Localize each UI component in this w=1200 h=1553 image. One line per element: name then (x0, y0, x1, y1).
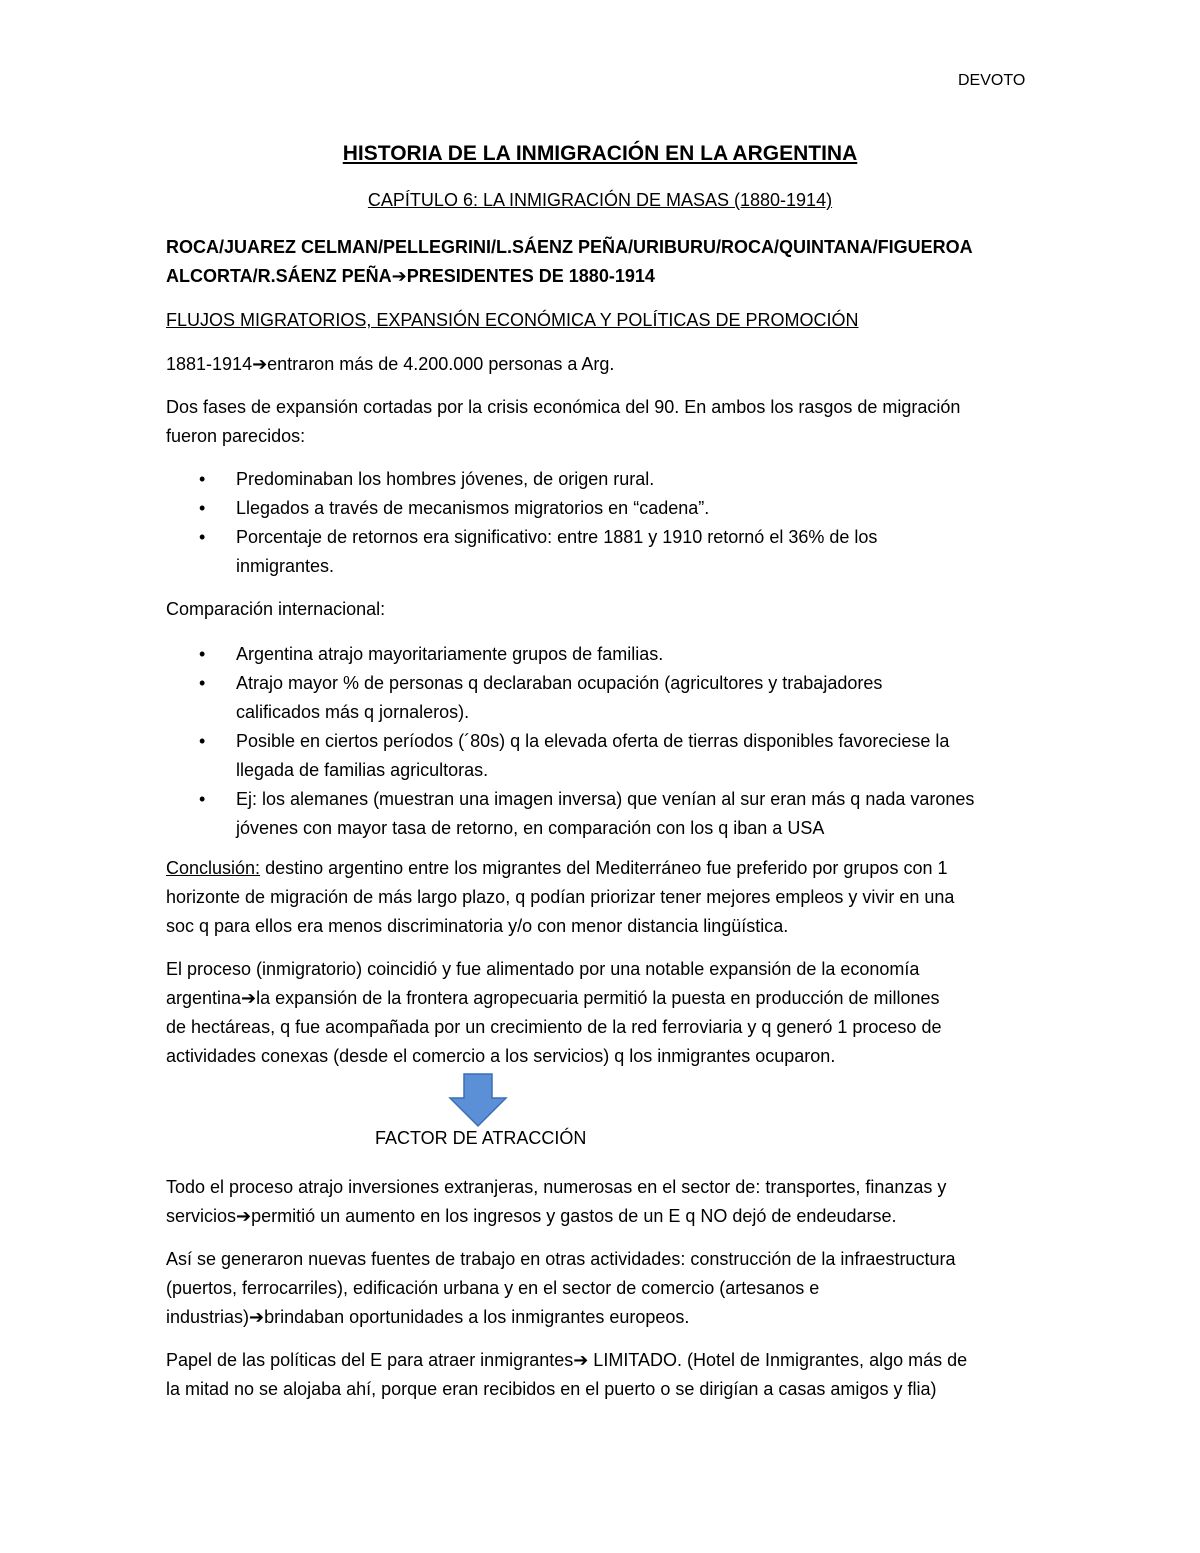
presidents-line-2: ALCORTA/R.SÁENZ PEÑA➔PRESIDENTES DE 1880-1914 (166, 266, 655, 286)
paragraph-line: Todo el proceso atrajo inversiones extranjeras, numerosas en el sector de: transportes, finanzas y (166, 1177, 947, 1197)
paragraph-line: industrias)➔brindaban oportunidades a los inmigrantes europeos. (166, 1307, 690, 1327)
down-arrow-icon (448, 1072, 508, 1128)
header-author: DEVOTO (958, 72, 1026, 89)
paragraph-line: soc q para ellos era menos discriminatoria y/o con menor distancia lingüística. (166, 916, 789, 936)
paragraph-line: Papel de las políticas del E para atraer inmigrantes➔ LIMITADO. (Hotel de Inmigrantes, algo más de (166, 1350, 968, 1370)
paragraph-line: horizonte de migración de más largo plazo, q podían priorizar tener mejores empleos y vivir en una (166, 887, 955, 907)
bullet-list-comparison (166, 640, 1046, 843)
chapter-heading: CAPÍTULO 6: LA INMIGRACIÓN DE MASAS (1880-1914) (367, 190, 833, 210)
list-item: • Posible en ciertos períodos (´80s) q la elevada oferta de tierras disponibles favoreciese la llegada de familias agricultoras. (166, 727, 1046, 785)
list-item: • Porcentaje de retornos era significativo: entre 1881 y 1910 retornó el 36% de los inmigrantes. (166, 523, 1046, 581)
paragraph-line: la mitad no se alojaba ahí, porque eran recibidos en el puerto o se dirigían a casas amigos y flia) (166, 1379, 937, 1399)
paragraph-line: fueron parecidos: (166, 426, 306, 446)
conclusion-label: Conclusión: (166, 858, 261, 878)
paragraph-line: actividades conexas (desde el comercio a los servicios) q los inmigrantes ocuparon. (166, 1046, 836, 1066)
list-item: • Argentina atrajo mayoritariamente grupos de familias. (166, 640, 1046, 669)
paragraph-line: servicios➔permitió un aumento en los ingresos y gastos de un E q NO dejó de endeudarse. (166, 1206, 897, 1226)
list-item: • Predominaban los hombres jóvenes, de origen rural. (166, 465, 1046, 494)
paragraph-line: argentina➔la expansión de la frontera agropecuaria permitió la puesta en producción de millones (166, 988, 940, 1008)
list-item: • Ej: los alemanes (muestran una imagen inversa) que venían al sur eran más q nada varones jóvenes con mayor tasa de retorno, en comparación con los q iban a USA (166, 785, 1046, 843)
paragraph-line: El proceso (inmigratorio) coincidió y fue alimentado por una notable expansión de la economía (166, 959, 920, 979)
paragraph-entries: 1881-1914➔entraron más de 4.200.000 personas a Arg. (166, 354, 615, 374)
paragraph-line: Dos fases de expansión cortadas por la crisis económica del 90. En ambos los rasgos de migración (166, 397, 961, 417)
paragraph-jobs (166, 1245, 1046, 1332)
list-item: • Llegados a través de mecanismos migratorios en “cadena”. (166, 494, 1046, 523)
paragraph-policies (166, 1346, 1046, 1404)
presidents-line-1: ROCA/JUAREZ CELMAN/PELLEGRINI/L.SÁENZ PEÑA/URIBURU/ROCA/QUINTANA/FIGUEROA (166, 237, 973, 257)
document-title: HISTORIA DE LA INMIGRACIÓN EN LA ARGENTINA (342, 142, 858, 165)
paragraph-investments (166, 1173, 1046, 1231)
presidents-list (166, 233, 1046, 291)
paragraph-process (166, 955, 1046, 1071)
paragraph-conclusion (166, 854, 1046, 941)
section-heading: FLUJOS MIGRATORIOS, EXPANSIÓN ECONÓMICA Y POLÍTICAS DE PROMOCIÓN (166, 310, 859, 330)
paragraph-phases (166, 393, 1046, 451)
paragraph-line: Así se generaron nuevas fuentes de trabajo en otras actividades: construcción de la infraestructura (166, 1249, 956, 1269)
comparison-label: Comparación internacional: (166, 599, 386, 619)
list-item: • Atrajo mayor % de personas q declaraban ocupación (agricultores y trabajadores calificados más q jornaleros). (166, 669, 1046, 727)
bullet-list-traits (166, 465, 1046, 581)
paragraph-line: destino argentino entre los migrantes del Mediterráneo fue preferido por grupos con 1 (260, 858, 948, 878)
factor-label: FACTOR DE ATRACCIÓN (375, 1128, 587, 1148)
paragraph-line: (puertos, ferrocarriles), edificación urbana y en el sector de comercio (artesanos e (166, 1278, 820, 1298)
paragraph-line: de hectáreas, q fue acompañada por un crecimiento de la red ferroviaria y q generó 1 proceso de (166, 1017, 942, 1037)
